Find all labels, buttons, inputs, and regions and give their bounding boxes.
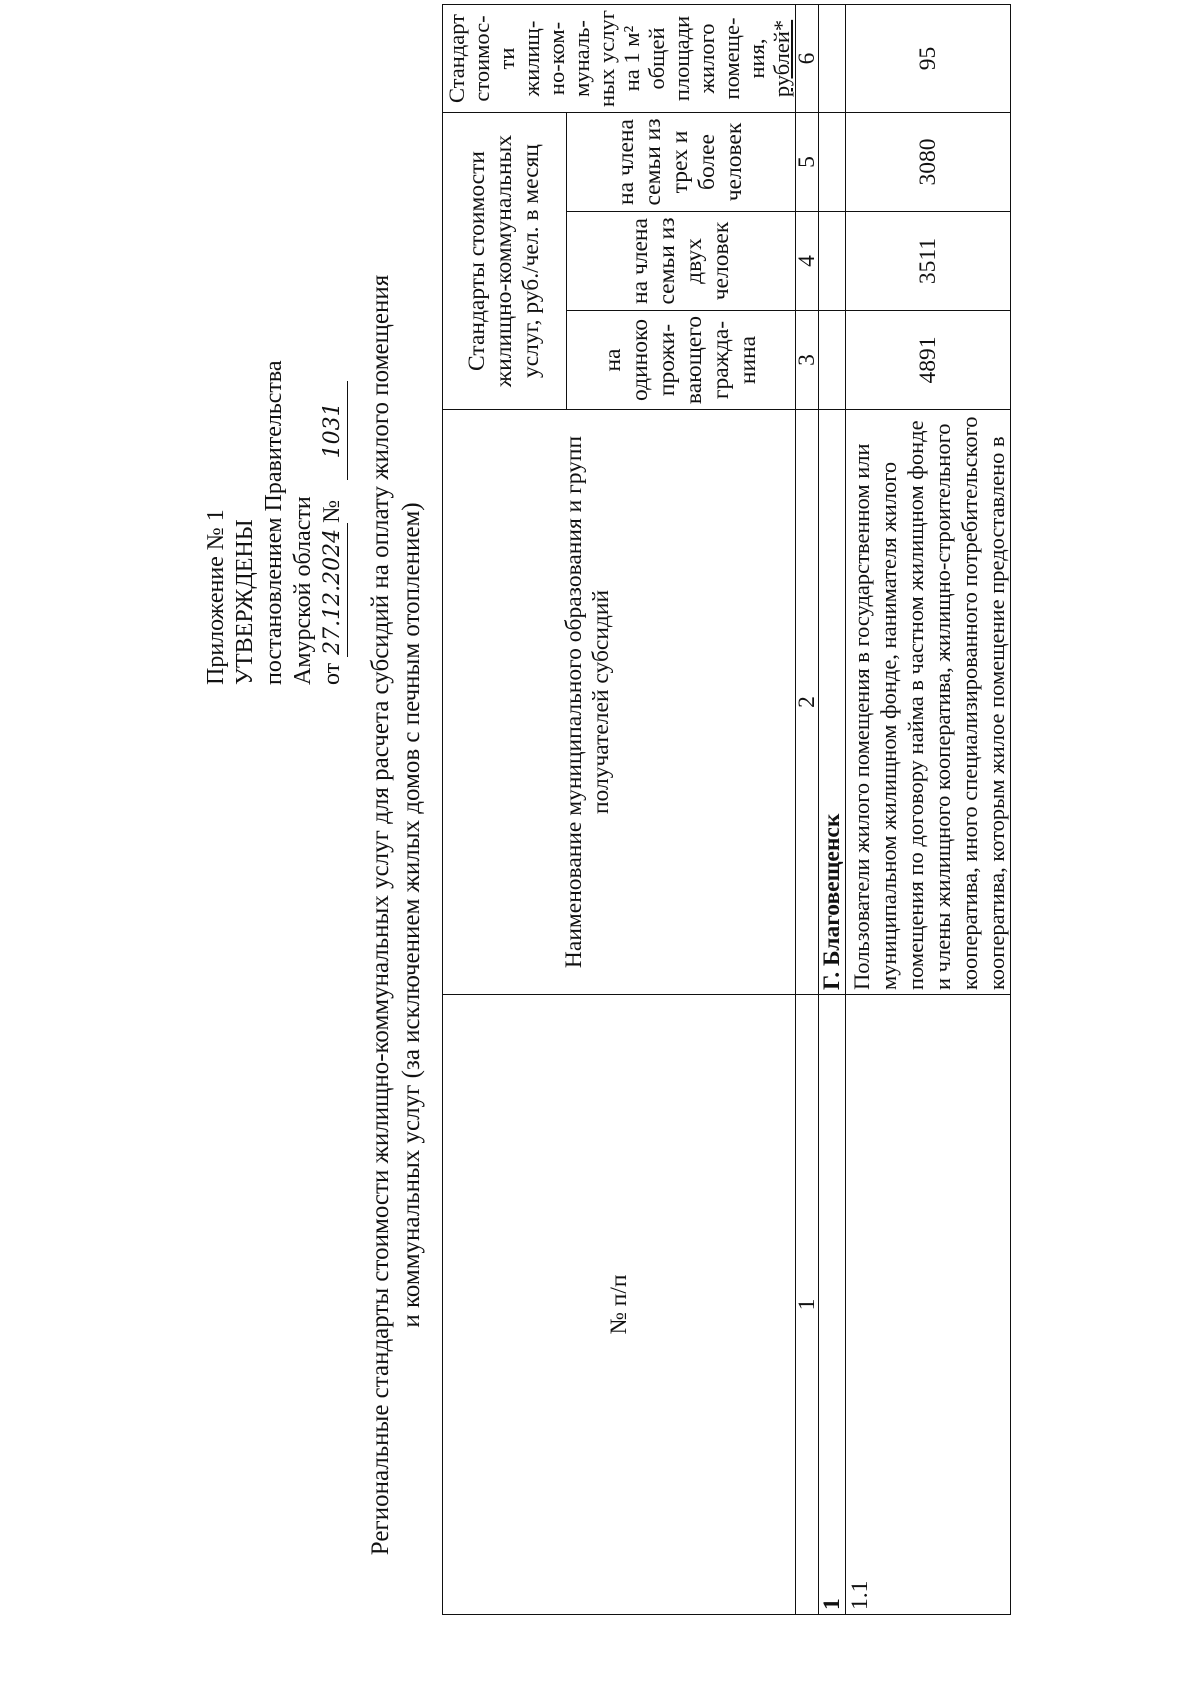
empty-cell xyxy=(819,113,846,212)
empty-cell xyxy=(819,311,846,410)
column-number: 2 xyxy=(796,410,819,995)
table-header-row xyxy=(443,5,567,1615)
title-line-1: Региональные стандарты стоимости жилищно-коммунальных услуг для расчета субсидий на оплату жилого помещения xyxy=(367,274,394,1556)
row-value-per-sqm: 95 xyxy=(846,5,1011,113)
region-line: Амурской области xyxy=(290,496,316,685)
row-value-single: 4891 xyxy=(846,311,1011,410)
approval-stamp xyxy=(202,360,348,685)
standards-table xyxy=(442,4,1011,1615)
column-number: 4 xyxy=(796,212,819,311)
header-group-standards: Стандарты стоимости жилищно-коммунальных услуг, руб./чел. в месяц xyxy=(443,113,567,410)
row-number: 1.1 xyxy=(846,995,1011,1615)
handwritten-date: 27.12.2024 xyxy=(318,523,348,657)
row-value-three-plus: 3080 xyxy=(846,113,1011,212)
column-number: 5 xyxy=(796,113,819,212)
document-title xyxy=(365,195,427,1635)
title-line-2: и коммунальных услуг (за исключением жилых домов с печным отоплением) xyxy=(398,502,425,1328)
header-col-name: Наименование муниципального образования и групп получателей субсидий xyxy=(443,410,796,995)
empty-cell xyxy=(819,212,846,311)
header-col-per-sqm-unit: рублей* xyxy=(769,19,794,98)
column-number: 3 xyxy=(796,311,819,410)
city-number: 1 xyxy=(819,995,846,1615)
empty-cell xyxy=(819,5,846,113)
city-row xyxy=(819,5,846,1615)
header-col-per-sqm xyxy=(443,5,796,113)
from-label: от xyxy=(319,662,345,685)
column-numbers-row xyxy=(796,5,819,1615)
approved-label: УТВЕРЖДЕНЫ xyxy=(232,519,258,685)
appendix-number: Приложение № 1 xyxy=(203,509,229,685)
handwritten-number: 1031 xyxy=(318,381,348,480)
header-col-single: на одиноко прожи-вающего гражда-нина xyxy=(566,311,795,410)
table-row xyxy=(846,5,1011,1615)
row-description: Пользователи жилого помещения в государственном или муниципальном жилищном фонде, нанимателя жилого помещения по договору найма в частном жилищном фонде и члены жилищного кооператива, жилищно-строительного кооператива, иного специализированного потребительского кооператива, которым жилое помещение предоставлено в xyxy=(846,410,1011,995)
city-name: Г. Благовещенск xyxy=(819,410,846,995)
date-number-line xyxy=(318,360,348,685)
column-number: 1 xyxy=(796,995,819,1615)
column-number: 6 xyxy=(796,5,819,113)
number-label: № xyxy=(319,499,345,523)
decree-line: постановлением Правительства xyxy=(261,360,287,685)
row-value-two: 3511 xyxy=(846,212,1011,311)
header-col-two: на члена семьи из двух человек xyxy=(566,212,795,311)
header-col-three-plus: на члена семьи из трех и более человек xyxy=(566,113,795,212)
header-col-number: № п/п xyxy=(443,995,796,1615)
header-col-per-sqm-text: Стандарт стоимос-ти жилищ-но-ком-муналь-ных услуг на 1 м² общей площади жилого помеще-ния, xyxy=(444,10,769,107)
